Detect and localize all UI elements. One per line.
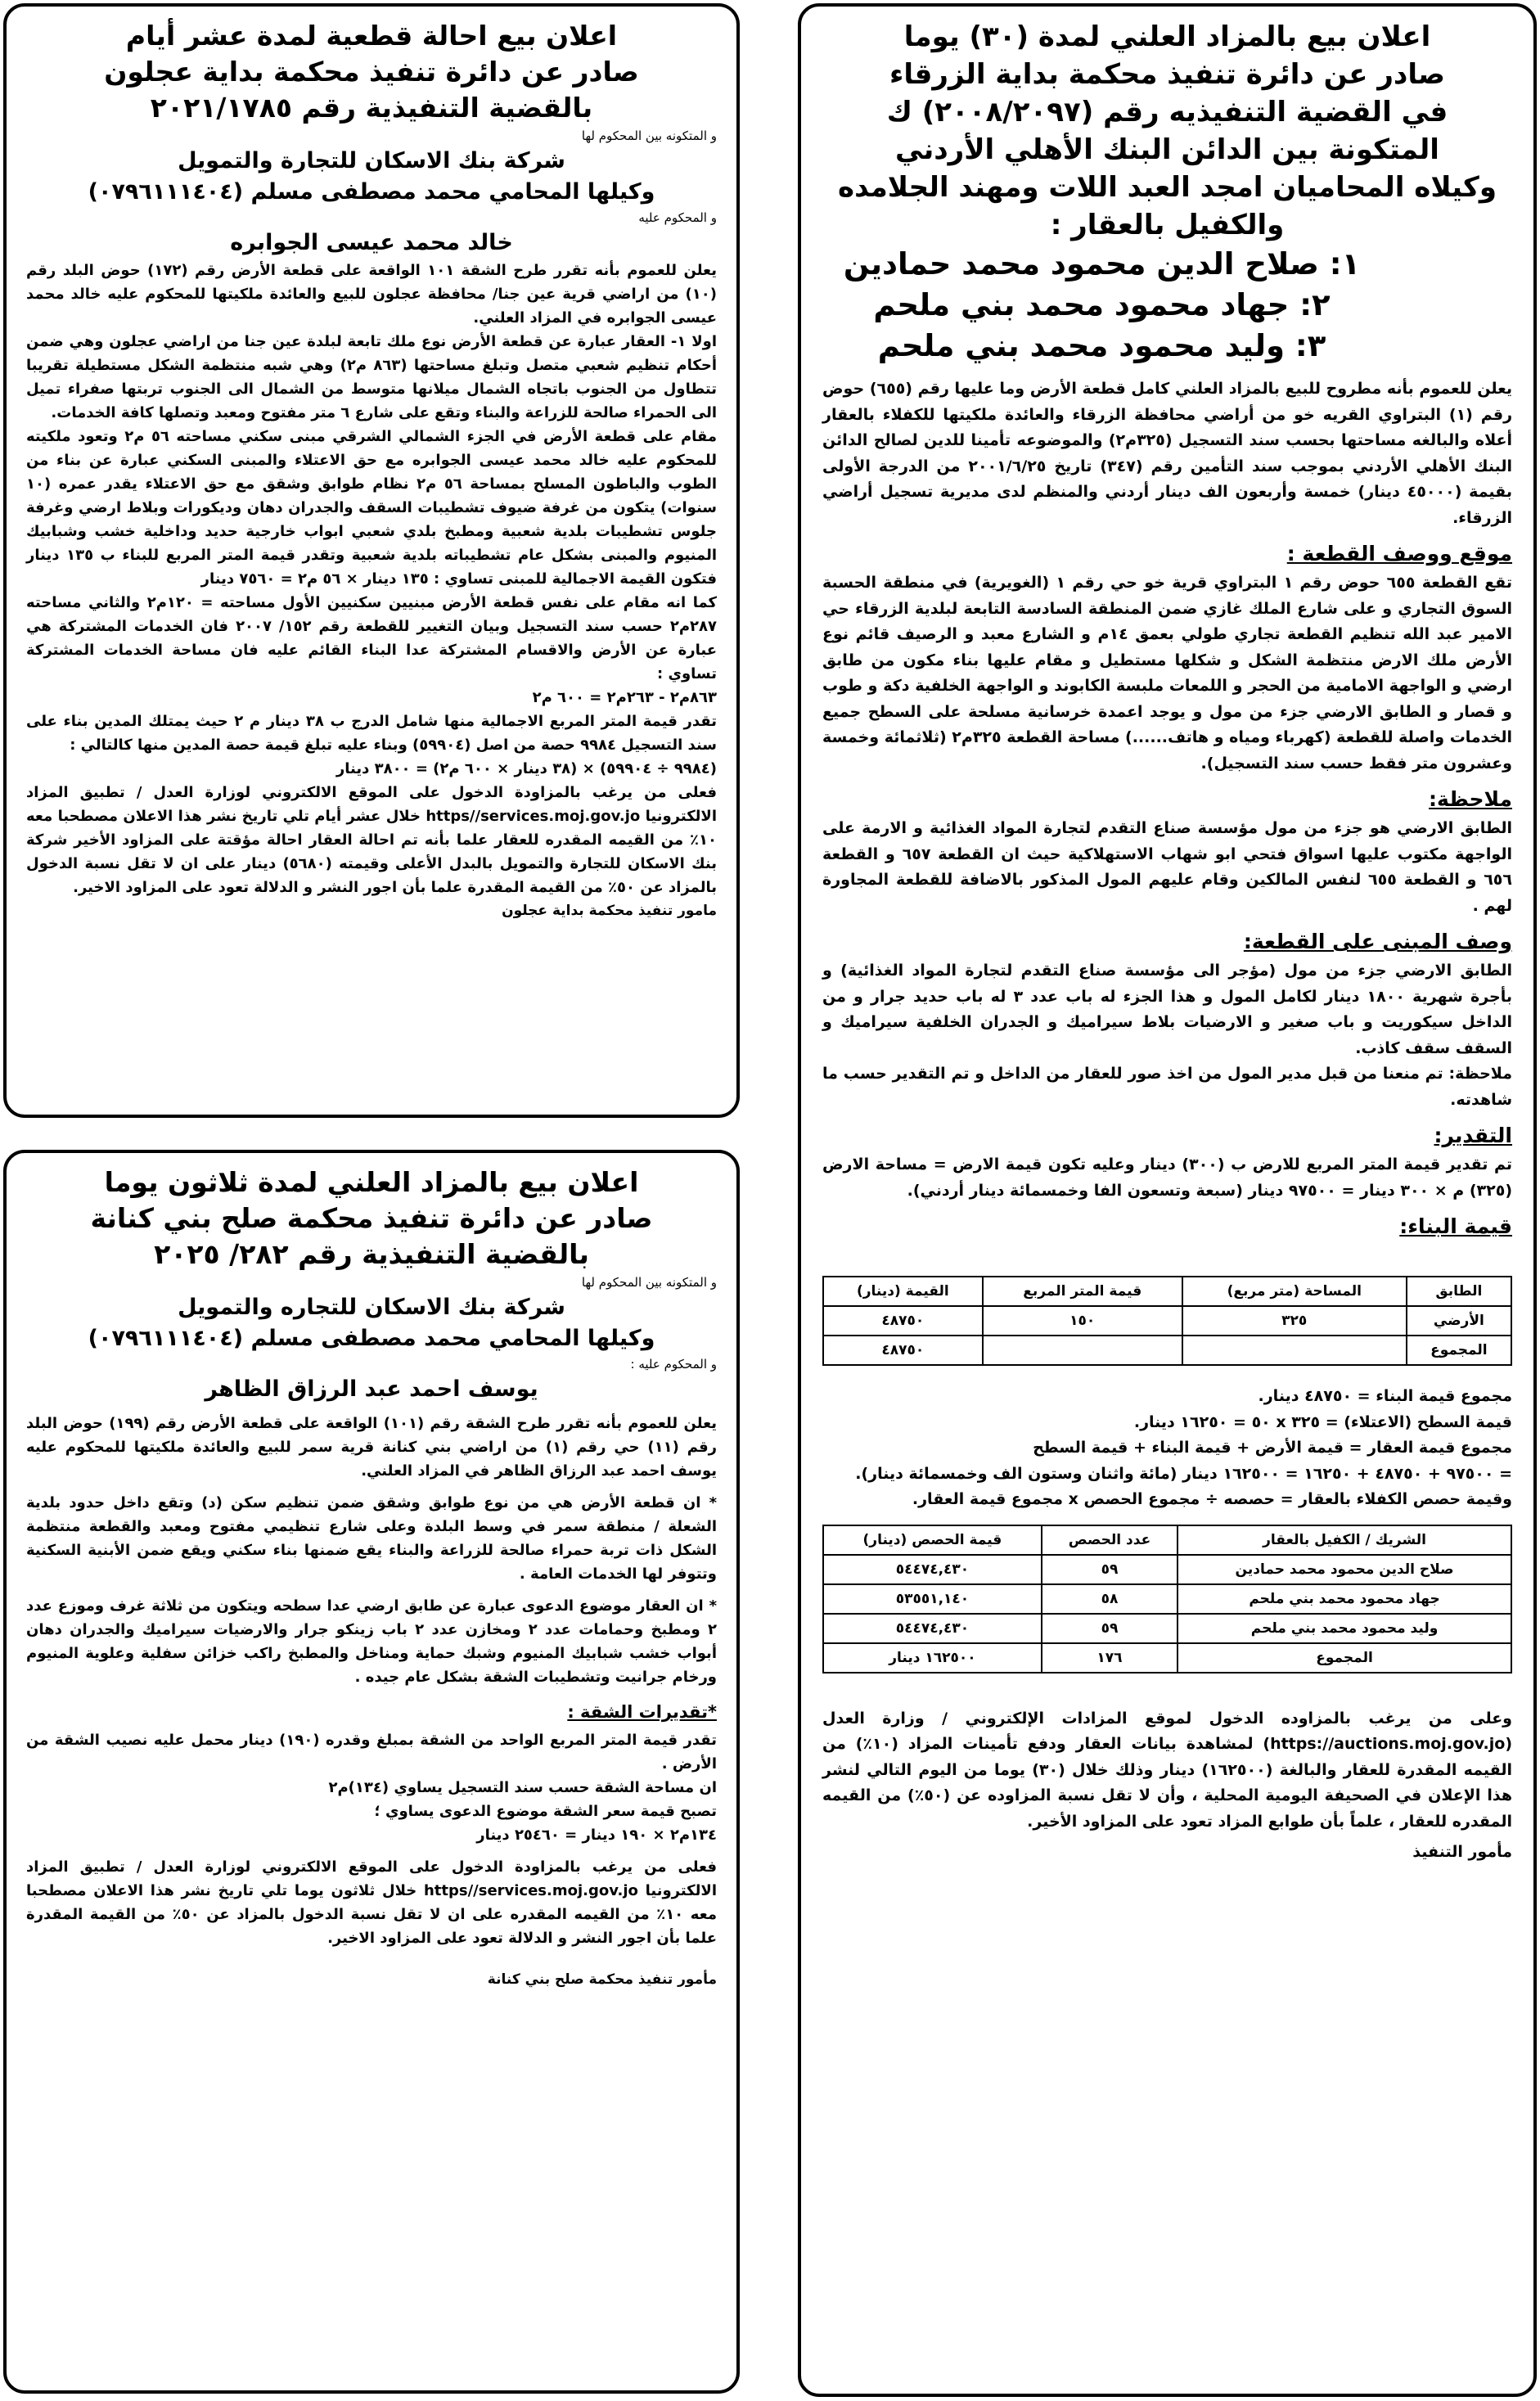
notice-court: صادر عن دائرة تنفيذ محكمة بداية عجلون [104, 56, 639, 88]
table-cell: ٤٨٧٥٠ [823, 1306, 983, 1336]
notice-guarantor-label: والكفيل بالعقار : [1050, 209, 1285, 241]
table-header: قيمة المتر المربع [983, 1277, 1182, 1306]
notice-case-number: بالقضية التنفيذية رقم ٢٨٢/ ٢٠٢٥ [154, 1238, 589, 1270]
paragraph: ٨٦٣م٢ - ٢٦٣م٢ = ٦٠٠ م٢ [532, 689, 717, 706]
against-label: و المحكوم عليه [638, 210, 717, 225]
table-cell: ٥٨ [1042, 1584, 1178, 1614]
paragraph: * ان قطعة الأرض هي من نوع طوابق وشقق ضمن تنظيم سكن (د) وتقع داخل حدود بلدية الشعلة / منطقة سمر في وسط البلدة وعلى شارع تنظيمي مفتوح ومعبد والقطعة منتظمة الشكل ذات تربة حمراء صالحة للزراعة والبناء يقع ضمنها بناء سكني ويقع ضمن الأبنية السكنية وتتوفر لها الخدمات العامة . [26, 1494, 717, 1583]
sale-notice-ajloun [3, 3, 740, 1118]
table-cell: ٥٩ [1042, 1614, 1178, 1643]
table-cell [1182, 1336, 1407, 1365]
building-text: الطابق الارضي جزء من مول (مؤجر الى مؤسسة صناع التقدم لتجارة المواد الغذائية) و بأجرة شهرية ١٨٠٠ دينار لكامل المول و هذا الجزء له باب عدد ٣ له باب حديد جرار و من الداخل سيكوريت و باب صغير و الارضيات بلاط سيراميك و الجدران الخلفية سيراميك و السقف سقف كاذب. [822, 962, 1512, 1057]
building-note: ملاحظة: تم منعنا من قبل مدير المول من اخذ صور للعقار من الداخل و تم التقدير حسب ما شاهدته. [822, 1065, 1512, 1109]
table-row [823, 1336, 1511, 1365]
creditor-name: شركة بنك الاسكان للتجارة والتمويل [178, 148, 565, 173]
guarantor-1: ١: صلاح الدين محمود محمد حمادين [843, 246, 1361, 282]
closing-paragraph: وعلى من يرغب بالمزاوده الدخول لموقع المزادات الإلكتروني / وزارة العدل (https://auctions.moj.gov.jo) لمشاهدة بيانات العقار ودفع تأمينات المزاد (١٠٪) من القيمه المقدرة للعقار والبالغة (١٦٢٥٠٠) دينار وذلك خلال (٣٠) يوما من اليوم التالي لنشر هذا الإعلان في الصحيفة اليومية المحلية ، وأن لا تقل نسبة المزاوده عن (٥٠٪) من القيمه المقدره للعقار ، علماً بأن طوابع المزاد تعود على المزاود الأخير. [822, 1709, 1513, 1831]
table-cell: جهاد محمود محمد بني ملحم [1178, 1584, 1511, 1614]
calc-line: قيمة السطح (الاعتلاء) = ٣٢٥ x ٥٠ = ١٦٢٥٠ دينار. [1133, 1412, 1512, 1431]
guarantor-2: ٢: جهاد محمود محمد بني ملحم [873, 287, 1331, 322]
calc-line: وقيمة حصص الكفلاء بالعقار = حصصه ÷ مجموع الحصص x مجموع قيمة العقار. [912, 1490, 1512, 1508]
table-cell: المجموع [1178, 1643, 1511, 1673]
table-cell: ٤٨٧٥٠ [823, 1336, 983, 1365]
location-title: موقع ووصف القطعة : [1286, 542, 1512, 565]
table-row [823, 1643, 1511, 1673]
debtor-name: يوسف احمد عبد الرزاق الظاهر [205, 1376, 538, 1402]
note-text: الطابق الارضي هو جزء من مول مؤسسة صناع التقدم لتجارة المواد الغذائية و الارمة على الواجهة مكتوب عليها اسواق فتحي ابو شهاب الاستهلاكية حيث ان القطعة ٦٥٧ و القطعة ٦٥٦ و القطعة ٦٥٥ لنفس المالكين وقام عليهم المول المذكور بالاضافة للقطعة المجاورة لهم . [822, 819, 1512, 915]
notice-court: صادر عن دائرة تنفيذ محكمة بداية الزرقاء [889, 58, 1445, 91]
table-header-row [823, 1525, 1511, 1555]
building-title: وصف المبنى على القطعة: [1243, 930, 1512, 953]
between-label: و المتكونه بين المحكوم لها [581, 128, 717, 143]
between-label: و المتكونه بين المحكوم لها [581, 1275, 717, 1290]
signature: مأمور تنفيذ محكمة صلح بني كنانة [487, 1971, 717, 1988]
against-label: و المحكوم عليه : [630, 1357, 717, 1372]
table-cell: المجموع [1407, 1336, 1511, 1365]
paragraph: اولا ١- العقار عبارة عن قطعة الأرض نوع ملك تابعة لبلدة عين جنا من اراضي عجلون وهي ضمن أحكام تنظيم شعبي متصل وتبلغ مساحتها (٨٦٣ م٢) وهي شبه منتظمة الشكل مستطيلة تقريبا تتطاول من الجنوب باتجاه الشمال ميلانها متوسط من الشمال الى الجنوب تربتها صفراء تميل الى الحمراء صالحة للزراعة والبناء وتقع على شارع ٦ متر مفتوح ومعبد وتصلها كافة الخدمات. [26, 333, 717, 421]
location-text: تقع القطعة ٦٥٥ حوض رقم ١ البتراوي قرية خو حي رقم ١ (الغويرية) في منطقة الحسبة السوق التجاري و على شارع الملك غازي ضمن المنطقة السادسة التابعة لبلدية الزرقاء حي الامير عبد الله تنظيم القطعة تجاري طولي بعمق ١٤م و الشارع معبد و الرصيف قائم نوع الأرض ملك الارض منتظمة الشكل و شكلها مستطيل و مقام عليها بناء مكون من طابق ارضي و الواجهة الامامية من الحجر و اللمعات ملبسة الكابوند و الواجهة الخلفية دكة و طوب و قصار و الطابق الارضي جزء من مول و يوجد اعمدة خرسانية مسلحة على السطح جميع الخدمات واصلة للقطعة (كهرباء ومياه و هاتف......) مساحة القطعة ٣٢٥م٢ (ثلاثمائة وخمسة وعشرون متر فقط حسب سند التسجيل). [822, 574, 1512, 773]
table-row [823, 1555, 1511, 1584]
notice-title: اعلان بيع احالة قطعية لمدة عشر أيام [125, 20, 618, 52]
valuation-line: تقدر قيمة المتر المربع الواحد من الشقة بمبلغ وقدره (١٩٠) دينار محمل عليه نصيب الشقة من الأرض . [26, 1732, 717, 1773]
calc-line: مجموع قيمة البناء = ٤٨٧٥٠ دينار. [1258, 1387, 1512, 1405]
signature: مأمور التنفيذ [1412, 1843, 1512, 1861]
auction-notice-bani-kenana [3, 1150, 740, 2394]
paragraph: مقام على قطعة الأرض في الجزء الشمالي الشرقي مبنى سكني مساحته ٥٦ م٢ وتعود ملكيته للمحكوم عليه خالد محمد عيسى الجوابره مع حق الاعتلاء والمبنى السكني عبارة عن بناء من الطوب والباطون المسلح بمساحة ٥٦ م٢ نظام طوابق وشقق مع حق الاعتلاء يقدر عمره (١٠ سنوات) يتكون من غرفة ضيوف تشطيبات السقف والجدران دهان وديكورات وبلاط ارضي وغرفة جلوس تشطيبات بلدية شعبية ومطبخ بلدي شعبي ابواب خارجية حديد وداخلية خشب وشبابيك المنيوم والمبنى بشكل عام تشطيباته بلدية شعبية وتقدر قيمة المتر المربع للبناء ب ١٣٥ دينار فتكون القيمة الاجمالية للمبنى تساوي : ١٣٥ دينار × ٥٦ م٢ = ٧٥٦٠ دينار [26, 428, 718, 588]
note-title: ملاحظة: [1429, 787, 1512, 811]
table-header: الشريك / الكفيل بالعقار [1178, 1525, 1511, 1555]
table-cell: ٥٤٤٧٤,٤٣٠ [823, 1614, 1042, 1643]
valuation-title: التقدير: [1434, 1124, 1512, 1147]
valuation-line: تصبح قيمة سعر الشقة موضوع الدعوى يساوي ؛ [374, 1803, 717, 1820]
valuation-line: ١٣٤م٢ × ١٩٠ دينار = ٢٥٤٦٠ دينار [476, 1827, 717, 1844]
table-header: القيمة (دينار) [823, 1277, 983, 1306]
debtor-name: خالد محمد عيسى الجوابره [230, 230, 513, 255]
table-cell: الأرضي [1407, 1306, 1511, 1336]
table-header-row [823, 1277, 1511, 1306]
table-cell: ١٧٦ [1042, 1643, 1178, 1673]
table-cell [983, 1336, 1182, 1365]
notice-case-number: بالقضية التنفيذية رقم ٢٠٢١/١٧٨٥ [150, 92, 593, 124]
notice-parties: المتكونة بين الدائن البنك الأهلي الأردني [895, 133, 1439, 166]
creditor-name: شركة بنك الاسكان للتجاره والتمويل [178, 1295, 565, 1320]
table-cell: ٥٤٤٧٤,٤٣٠ [823, 1555, 1042, 1584]
notice-case-number: في القضية التنفيذيه رقم (٢٠٠٨/٢٠٩٧) ك [886, 96, 1448, 128]
table-cell: وليد محمود محمد بني ملحم [1178, 1614, 1511, 1643]
auction-notice-zarqa [798, 3, 1537, 2397]
paragraph: فعلى من يرغب بالمزاودة الدخول على الموقع الالكتروني لوزارة العدل / تطبيق المزاد الالكترونيا https//services.moj.gov.jo خلال عشر أيام تلي تاريخ نشر هذا الاعلان مصطحبا معه ١٠٪ من القيمه المقدره للعقار علما بأنه تم احالة العقار احالة مؤقتة على المزاود الأخير شركة بنك الاسكان للتجارة والتمويل بالبدل الأعلى وقيمته (٥٦٨٠) دينار على ان لا تقل نسبة الدخول بالمزاد عن ٥٠٪ من القيمة المقدرة علما بأن اجور النشر و الدلالة تعود على المزاود الاخير. [26, 784, 717, 896]
valuation-title: *تقديرات الشقة : [567, 1702, 717, 1722]
table-header: المساحة (متر مربع) [1182, 1277, 1407, 1306]
notice-lawyers: وكيلاه المحاميان امجد العبد اللات ومهند الجلامده [838, 171, 1497, 204]
table-row [823, 1614, 1511, 1643]
table-cell: ١٦٢٥٠٠ دينار [823, 1643, 1042, 1673]
building-value-table [822, 1276, 1512, 1366]
table-header: قيمة الحصص (دينار) [823, 1525, 1042, 1555]
notice-court: صادر عن دائرة تنفيذ محكمة صلح بني كنانة [90, 1202, 653, 1234]
paragraph: يعلن للعموم بأنه تقرر طرح الشقة رقم (١٠١) الواقعة على قطعة الأرض رقم (١٩٩) حوض البلد رقم (١١) حي رقم (١) من اراضي بني كنانة قرية سمر للبيع والعائدة ملكيتها للمحكوم عليه يوسف احمد عبد الرزاق الظاهر في المزاد العلني. [26, 1415, 718, 1480]
valuation-line: ان مساحة الشقة حسب سند التسجيل يساوي (١٣٤)م٢ [328, 1779, 717, 1796]
table-cell: ١٥٠ [983, 1306, 1182, 1336]
table-header: الطابق [1407, 1277, 1511, 1306]
table-cell: ٣٢٥ [1182, 1306, 1407, 1336]
table-cell: ٥٣٥٥١,١٤٠ [823, 1584, 1042, 1614]
paragraph: كما انه مقام على نفس قطعة الأرض مبنيين سكنيين الأول مساحته = ١٢٠م٢ والثاني مساحته ٢٨٧م٢ حسب سند التسجيل وبيان التغيير للقطعة رقم ١٥٢/ ٢٠٠٧ فان الخدمات المشتركة هي عبارة عن الأرض والاقسام المشتركة عدا البناء القائم عليه فان مساحة الخدمات المشتركة تساوي : [26, 594, 718, 682]
table-cell: صلاح الدين محمود محمد حمادين [1178, 1555, 1511, 1584]
paragraph: * ان العقار موضوع الدعوى عبارة عن طابق ارضي عدا سطحه ويتكون من ثلاثة غرف وموزع عدد ٢ ومطبخ وحمامات عدد ٢ ومخازن عدد ٢ باب زينكو جرار والارضيات سيراميك والجدران دهان أبواب خشب شبابيك المنيوم وشبك حماية ومناخل والمطبخ راكب خزائن سفلية وعلوية المنيوم ورخام جرانيت وتشطيبات الشقة بشكل عام جيده . [26, 1597, 717, 1686]
calc-line: مجموع قيمة العقار = قيمة الأرض + قيمة البناء + قيمة السطح [1033, 1439, 1512, 1457]
notice-title: اعلان بيع بالمزاد العلني لمدة ثلاثون يوما [104, 1166, 639, 1198]
calc-line: = ٩٧٥٠٠ + ٤٨٧٥٠ + ١٦٢٥٠ = ١٦٢٥٠٠ دينار (مائة واثنان وستون الف وخمسمائة دينار). [855, 1464, 1512, 1483]
paragraph: (٩٩٨٤ ÷ ٥٩٩٠٤) × (٣٨ دينار × ٦٠٠ م٢) = ٣٨٠٠ دينار [335, 760, 717, 777]
closing-paragraph: فعلى من يرغب بالمزاودة الدخول على الموقع الالكتروني لوزارة العدل / تطبيق المزاد الالكترونيا https//services.moj.gov.jo خلال ثلاثون يوما تلي تاريخ نشر هذا الاعلان مصطحبا معه ١٠٪ من القيمه المقدره على ان لا تقل نسبة الدخول بالمزاد عن ٥٠٪ من القيمة المقدرة علما بأن اجور النشر و الدلالة تعود على المزاود الاخير. [26, 1858, 717, 1947]
creditor-lawyer: وكيلها المحامي محمد مصطفى مسلم (٠٧٩٦١١١٤٠٤) [88, 1326, 655, 1351]
table-header: عدد الحصص [1042, 1525, 1178, 1555]
creditor-lawyer: وكيلها المحامي محمد مصطفى مسلم (٠٧٩٦١١١٤٠٤) [88, 179, 655, 205]
table-row [823, 1584, 1511, 1614]
guarantor-3: ٣: وليد محمود محمد بني ملحم [877, 328, 1326, 363]
paragraph: تقدر قيمة المتر المربع الاجمالية منها شامل الدرج ب ٣٨ دينار م ٢ حيث يمتلك المدين بناء على سند التسجيل ٩٩٨٤ حصة من اصل (٥٩٩٠٤) وبناء عليه تبلغ قيمة حصة المدين منها كالتالي : [26, 713, 718, 754]
shares-table [822, 1525, 1512, 1673]
notice-title: اعلان بيع بالمزاد العلني لمدة (٣٠) يوما [903, 20, 1431, 53]
valuation-text: تم تقدير قيمة المتر المربع للارض ب (٣٠٠) دينار وعليه تكون قيمة الارض = مساحة الارض (٣٢٥) م × ٣٠٠ دينار = ٩٧٥٠٠ دينار (سبعة وتسعون الفا وخمسمائة دينار أردني). [822, 1155, 1512, 1200]
table-row [823, 1306, 1511, 1336]
table-cell: ٥٩ [1042, 1555, 1178, 1584]
building-value-title: قيمة البناء: [1399, 1214, 1512, 1238]
paragraph: يعلن للعموم بأنه تقرر طرح الشقة ١٠١ الواقعة على قطعة الأرض رقم (١٧٢) حوض البلد رقم (١٠) من اراضي قرية عين جنا/ محافظة عجلون للبيع والعائدة ملكيتها للمحكوم عليه خالد محمد عيسى الجوابره في المزاد العلني. [26, 262, 717, 327]
intro-paragraph: يعلن للعموم بأنه مطروح للبيع بالمزاد العلني كامل قطعة الأرض وما عليها رقم (٦٥٥) حوض رقم (١) البتراوي القريه خو من أراضي محافظة الزرقاء والعائدة ملكيتها للكفلاء بالعقار أعلاه والبالغه مساحتها بحسب سند التسجيل (٣٢٥م٢) والموضوعه تأمينا للدين لصالح الدائن البنك الأهلي الأردني بموجب سند التأمين رقم (٣٤٧) تاريخ ٢٠٠١/٦/٢٥ من الدرجة الأولى بقيمة (٤٥٠٠٠ دينار) خمسة وأربعون الف دينار أردني والمنظم لدى مديرية تسجيل أراضي الزرقاء. [822, 380, 1513, 527]
signature: مامور تنفيذ محكمة بداية عجلون [502, 903, 717, 919]
